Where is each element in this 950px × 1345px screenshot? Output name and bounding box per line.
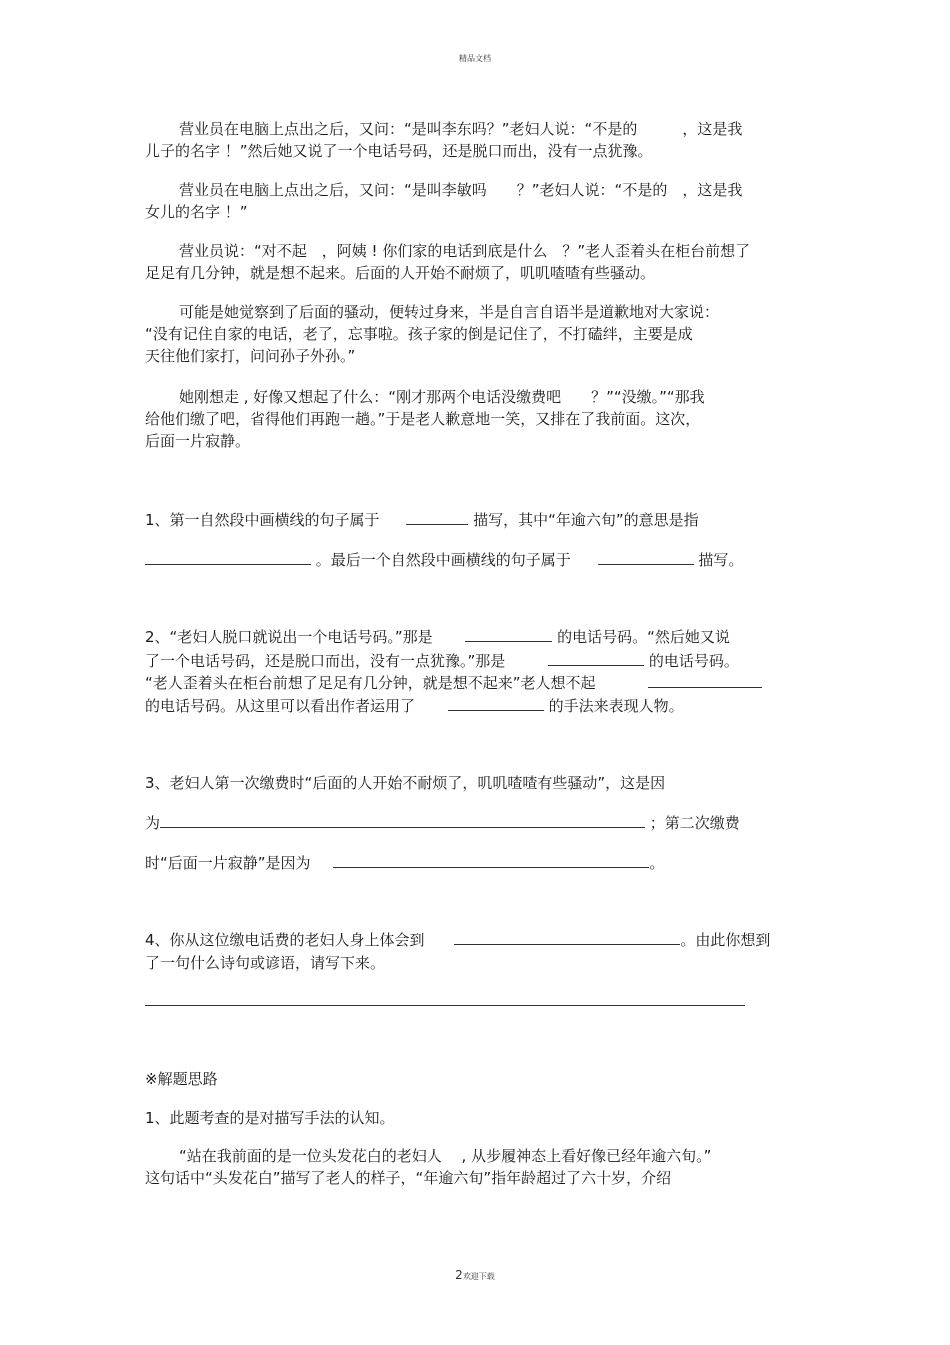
text-line: 这句话中“头发花白”描写了老人的样子，“年逾六旬”指年龄超过了六十岁，介绍 [145, 1169, 672, 1187]
text-line: 营业员说：“对不起 ，阿姨 ! 你们家的电话到底是什么 ？”老人歪着头在柜台前想了 [179, 242, 751, 260]
footer-text: 欢迎下载 [462, 1272, 495, 1281]
answer-blank[interactable] [598, 549, 694, 565]
analysis-item-1: 1、此题考查的是对描写手法的认知。 [145, 1109, 395, 1127]
passage-paragraph-1 [145, 118, 805, 162]
text-line: 给他们缴了吧，省得他们再跑一趟。”于是老人歉意地一笑，又排在了我前面。这次， [145, 410, 701, 428]
question-text: 描写，其中“年逾六旬”的意思是指 [473, 511, 699, 529]
passage-paragraph-4 [145, 301, 805, 367]
question-text: 。由此你想到 [680, 931, 771, 949]
text-line: 后面一片寂静。 [145, 432, 251, 450]
text-line: 女儿的名字 ！” [145, 203, 248, 221]
question-2-line-3 [145, 672, 805, 694]
question-text: 的电话号码。从这里可以看出作者运用了 [145, 697, 416, 715]
question-text: ；第二次缴费 [649, 814, 740, 832]
question-text: 为 [145, 814, 161, 832]
question-4-line-1 [145, 929, 805, 951]
page-footer [0, 1268, 950, 1282]
question-text: 。 [649, 854, 665, 872]
text-line: 营业员在电脑上点出之后，又问：“是叫李敏吗 ？”老妇人说：“不是的 ，这是我 [179, 181, 743, 199]
question-text: 4、你从这位缴电话费的老妇人身上体会到 [145, 931, 425, 949]
passage-paragraph-3 [145, 240, 805, 284]
question-text: 了一个电话号码，还是脱口而出，没有一点犹豫。”那是 [145, 652, 506, 670]
text-line: 营业员在电脑上点出之后，又问：“是叫李东吗？”老妇人说：“不是的 ，这是我 [179, 120, 743, 138]
question-3-line-3 [145, 852, 805, 874]
question-2-line-4 [145, 695, 805, 717]
question-3-line-2 [145, 812, 805, 834]
answer-blank[interactable] [145, 549, 311, 565]
text-line: 她刚想走 , 好像又想起了什么：“刚才那两个电话没缴费吧 ？”“没缴。”“那我 [179, 388, 705, 406]
answer-blank[interactable] [333, 852, 649, 868]
passage-paragraph-2 [145, 179, 805, 223]
answer-blank[interactable] [160, 812, 645, 828]
answer-blank[interactable] [448, 695, 544, 711]
text-line: 天往他们家打，问问孙子外孙。” [145, 347, 356, 365]
text-line: 儿子的名字 ！”然后她又说了一个电话号码，还是脱口而出，没有一点犹豫。 [145, 142, 653, 160]
question-text: 描写。 [698, 551, 744, 569]
question-4-answer-line [145, 990, 805, 1012]
page-number: 2 [455, 1268, 463, 1282]
text-line: “没有记住自家的电话，老了，忘事啦。孩子家的倒是记住了，不打磕绊，主要是成 [145, 325, 693, 343]
analysis-quote [145, 1145, 805, 1189]
question-3-line-1: 3、老妇人第一次缴费时“后面的人开始不耐烦了，叽叽喳喳有些骚动”，这是因 [145, 774, 666, 792]
passage-paragraph-5 [145, 386, 805, 452]
question-text: 2、“老妇人脱口就说出一个电话号码。”那是 [145, 628, 433, 646]
question-text: 的手法来表现人物。 [548, 697, 684, 715]
answer-blank[interactable] [145, 990, 745, 1006]
question-1-line-1 [145, 509, 805, 531]
question-text: 1、第一自然段中画横线的句子属于 [145, 511, 380, 529]
answer-blank[interactable] [465, 626, 552, 642]
answer-blank[interactable] [406, 509, 468, 525]
question-2-line-1 [145, 626, 805, 648]
question-2-line-2 [145, 650, 805, 672]
page-header: 精品文档 [459, 54, 491, 63]
question-text: 的电话号码。“然后她又说 [557, 628, 730, 646]
text-line: “站在我前面的是一位头发花白的老妇人 , 从步履神态上看好像已经年逾六旬。” [179, 1147, 712, 1165]
question-text: 时“后面一片寂静”是因为 [145, 854, 311, 872]
answer-blank[interactable] [648, 672, 762, 688]
question-text: “老人歪着头在柜台前想了足足有几分钟，就是想不起来”老人想不起 [145, 674, 596, 692]
answer-blank[interactable] [548, 650, 644, 666]
text-line: 可能是她觉察到了后面的骚动，便转过身来，半是自言自语半是道歉地对大家说： [179, 303, 720, 321]
question-1-line-2 [145, 549, 805, 571]
analysis-title: ※解题思路 [145, 1070, 218, 1088]
question-text: 的电话号码。 [648, 652, 739, 670]
answer-blank[interactable] [454, 929, 680, 945]
question-4-line-2: 了一句什么诗句或谚语，请写下来。 [145, 954, 386, 972]
question-text: 。最后一个自然段中画横线的句子属于 [315, 551, 571, 569]
text-line: 足足有几分钟，就是想不起来。后面的人开始不耐烦了，叽叽喳喳有些骚动。 [145, 264, 656, 282]
